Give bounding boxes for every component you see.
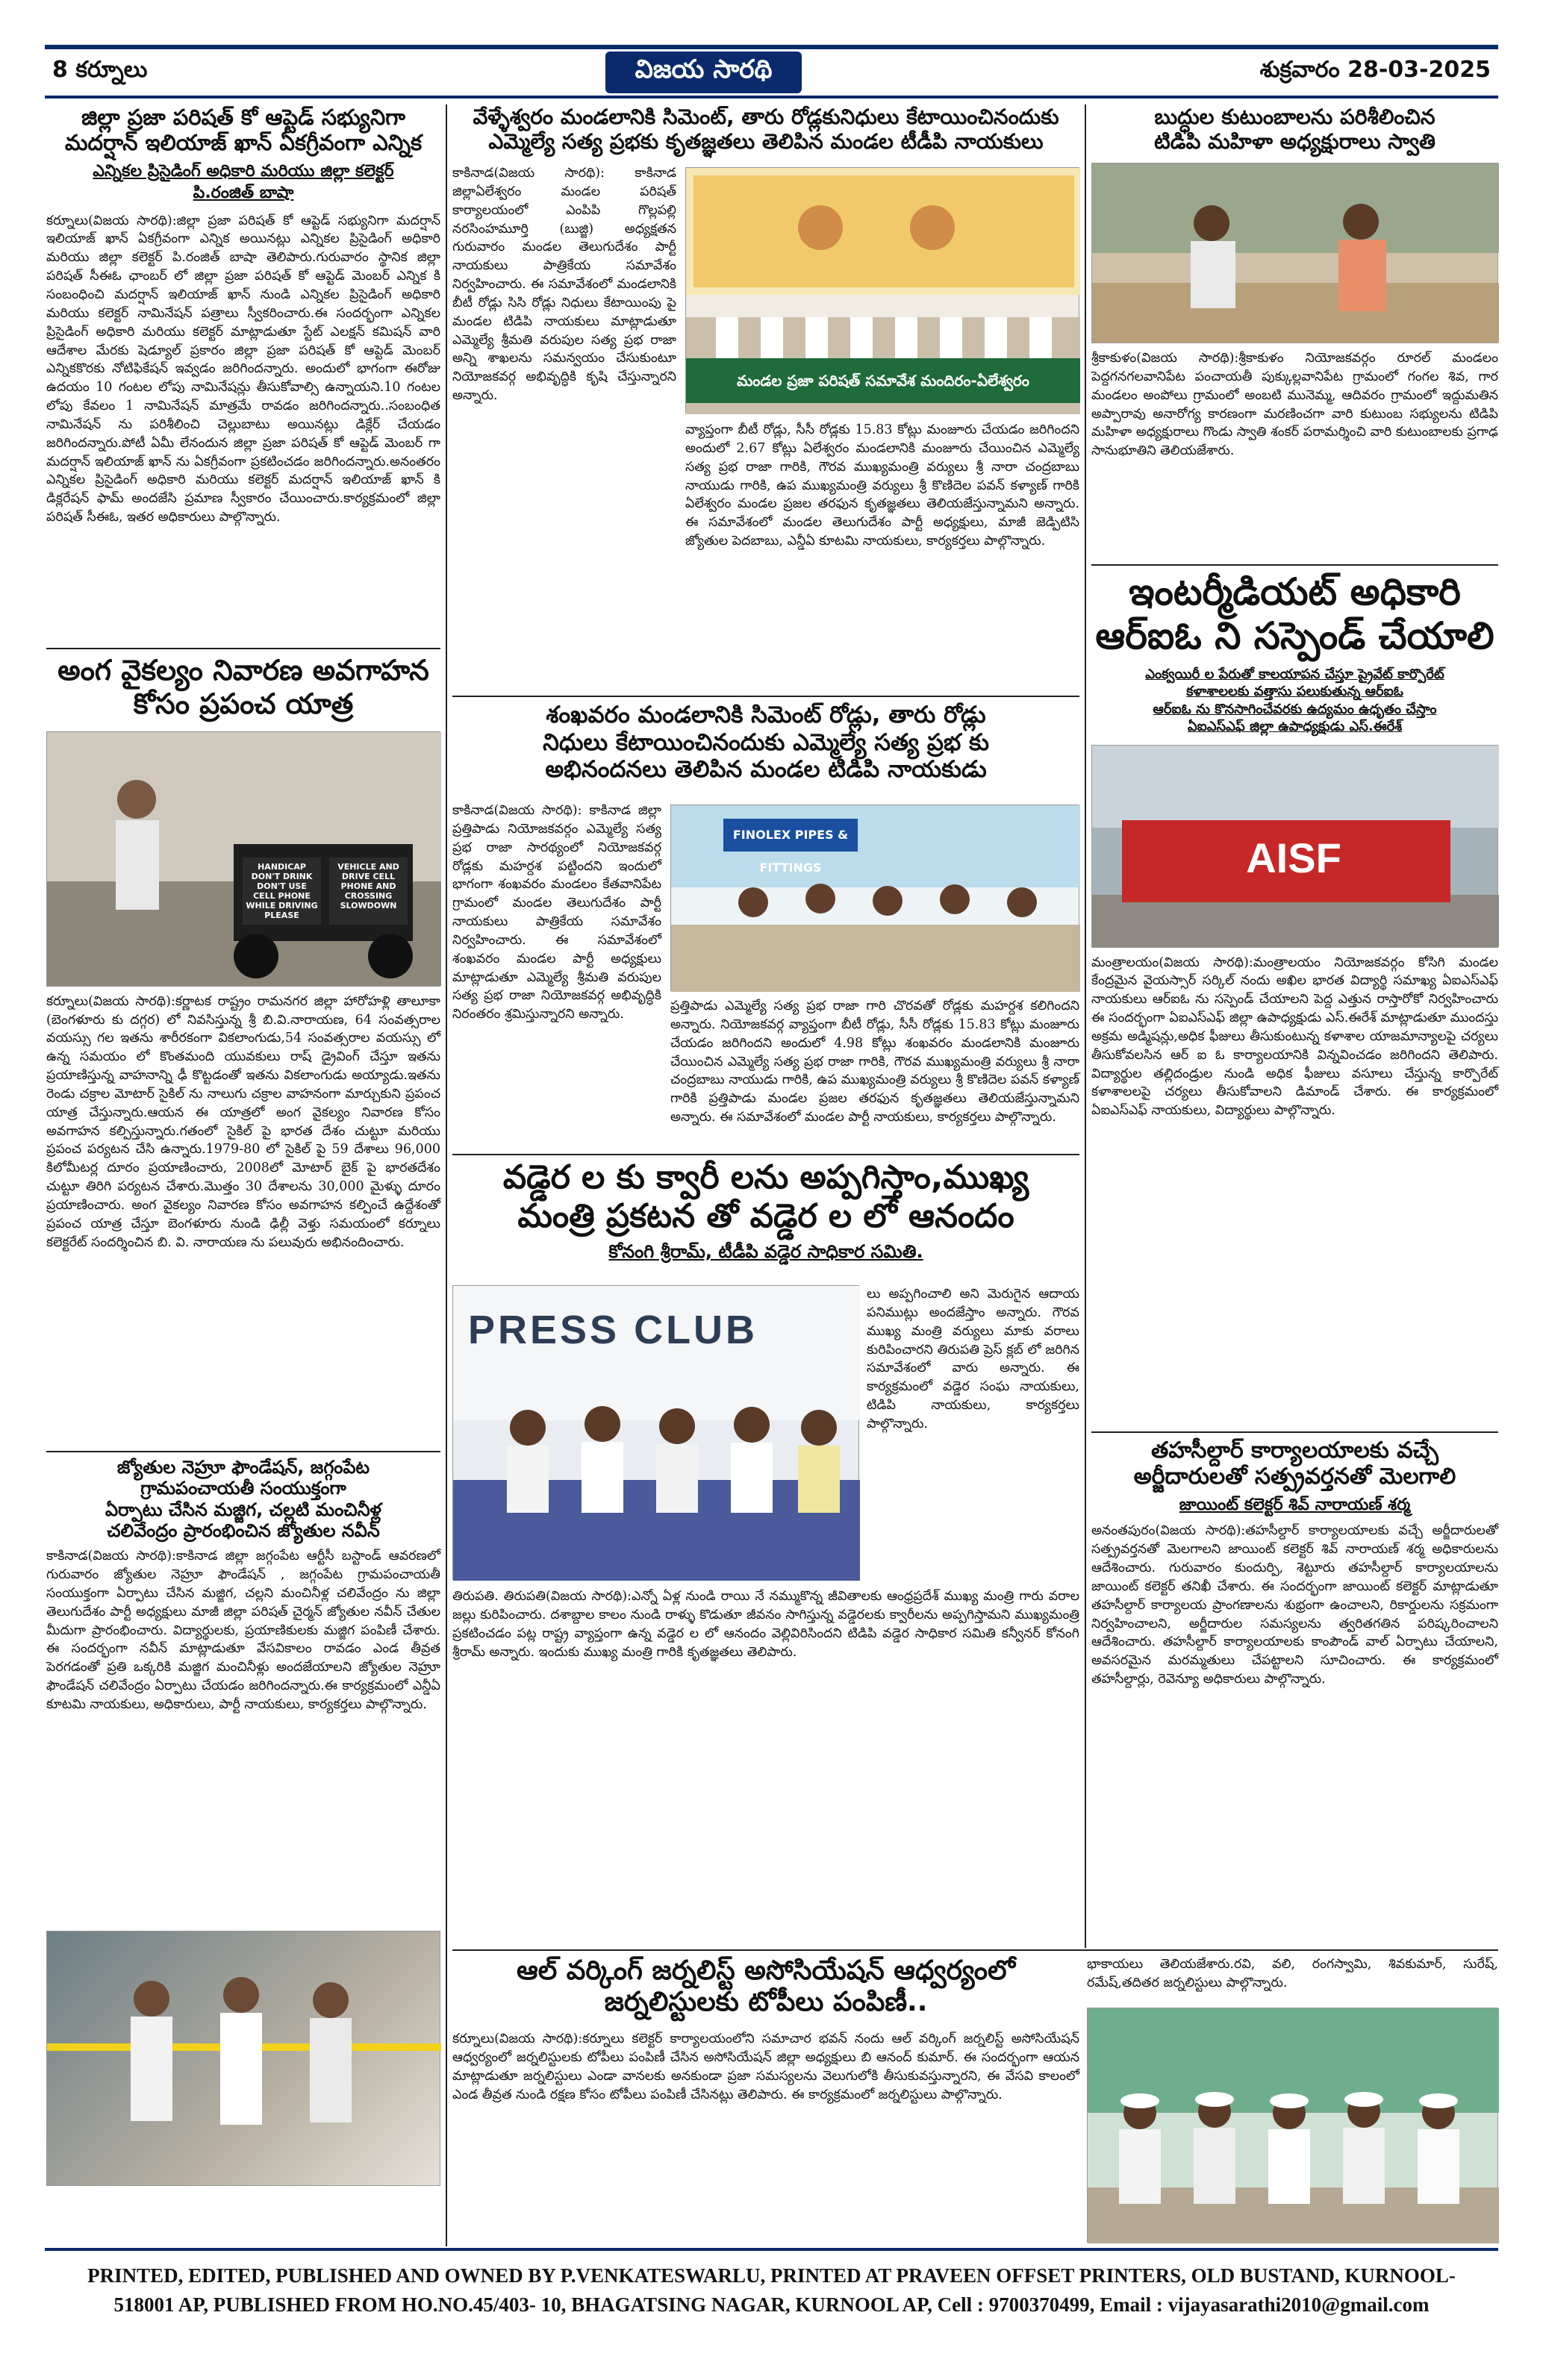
article-buddula-families (1091, 104, 1498, 560)
press-club-sign: PRESS CLUB (468, 1308, 758, 1352)
article-body: కర్నూలు(విజయ సారథి):కర్నూలు కలెక్టర్ కార్యాలయంలోని సమాచార భవన్ నందు ఆల్ వర్కింగ్ జర్నలిస్ట్ అసోసియేషన్ ఆధ్వర్యంలో జర్నలిస్టులకు టోపీలు పంపిణీ చేసిన అసోసియేషన్ జిల్లా అధ్యక్షులు బి ఆనంద్ కుమార్. ఈ సందర్భంగా ఆయన మాట్లాడుతూ జర్నలిస్టులు ఎండా వానలకు అనకుండా ప్రజా సమస్యలను వెలుగులోకి తీసుకువస్తున్నారని, ఈ వేసవి కాలంలో ఎండ తీవ్రత నుండి రక్షణ కోసం టోపీలు పంపిణీ చేసినట్లు తెలిపారు. ఈ కార్యక్రమంలో జర్నలిస్టులు పాల్గొన్నారు. (452, 2031, 1079, 2102)
photo-aisf-protest (1091, 745, 1498, 948)
article-zp-election (46, 104, 440, 649)
article-body: కర్నూలు(విజయ సారథి):జిల్లా ప్రజా పరిషత్ కో ఆప్టెడ్ సభ్యునిగా మదర్షాన్ ఇలియాజ్ ఖాన్ ఏకగ్రీవంగా ఎన్నిక అయినట్లు ఎన్నికల ప్రిసైడింగ్ అధికారి మరియు జిల్లా కలెక్టర్ పి.రంజిత్ బాషా తెలిపారు.గురువారం స్థానిక జిల్లా పరిషత్ సీఈఓ ఛాంబర్ లో జిల్లా ప్రజా పరిషత్ కో ఆప్టెడ్ మెంబర్ ఎన్నిక కి సంబంధించి మదర్షాన్ ఇలియాజ్ ఖాన్ నుండి ఎన్నికల ప్రిసైడింగ్ అధికారి మరియు కలెక్టర్ నామినేషన్ పత్రాలు స్వీకరించారు.ఈ సందర్భంగా ఎన్నికల ప్రిసైడింగ్ అధికారి మరియు కలెక్టర్ మాట్లాడుతూ స్టేట్ ఎలక్షన్ కమిషన్ వారి ఆదేశాల మేరకు షెడ్యూల్ ప్రకారం జిల్లా ప్రజా పరిషత్ కో ఆప్టెడ్ మెంబర్ ఎన్నికకొరకు నోటిఫికేషన్ ఇవ్వడం జరిగిందన్నారు. అందులో భాగంగా ఈరోజు ఉదయం 10 గంటల లోపు నామినేషన్లు తీసుకోవాల్సి ఉన్నాయని.10 గంటల లోపు కేవలం 1 నామినేషన్ మాత్రమే రావడం జరిగిందన్నారు..సంబంధిత నామినేషన్ ను పరిశీలించి చెల్లుబాటు అయినట్లు డిక్లేర్ చేయడం జరిగిందన్నారు.పోటీ ఏమీ లేనందున జిల్లా ప్రజా పరిషత్ కో ఆప్టెడ్ మెంబర్ గా మదర్షాన్ ఇలియాజ్ ఖాన్ ను ఏకగ్రీవంగా ప్రకటించడం జరిగిందన్నారు.అనంతరం ఎన్నికల ప్రిసైడింగ్ అధికారి మరియు కలెక్టర్ మదర్షాన్ ఇలియాజ్ ఖాన్ కి డిక్లరేషన్ ఫామ్ అందజేసి ప్రమాణ స్వీకారం చేయించారు.కార్యక్రమంలో జిల్లా పరిషత్ సీఈఓ, ఇతర అధికారులు పాల్గొన్నారు. (46, 213, 440, 525)
article-journalists-caps (452, 1955, 1498, 2246)
photo-press-meet (685, 167, 1079, 413)
headline: ఇంటర్మీడియట్ అధికారి (1129, 570, 1461, 613)
headline: జర్నలిస్టులకు టోపీలు పంపిణీ.. (604, 1987, 928, 2018)
photo-family-visit (1091, 163, 1498, 343)
article-body: శ్రీకాకుళం(విజయ సారథి):శ్రీకాకుళం నియోజకవర్గం రూరల్ మండలం పెద్దగనగలవానిపేట పంచాయతీ పుక్కుల్లవానిపేట గ్రామంలో గంగల శివ, గార మండలం అంపోలు గ్రామంలో అంబటి మునెమ్మ, ఆదివరం గ్రామంలో ఇద్దుమతిన అప్పారావు అనారోగ్య కారణంగా మరణించగా వారి కుటుంబ సభ్యులను టిడిపి మహిళా అధ్యక్షురాలు గొండు స్వాతి శంకర్ పరామర్శించి వారి కుటుంబాలకు ప్రగాఢ సానుభూతిని తెలియజేశారు. (1091, 351, 1498, 459)
headline: గ్రామపంచాయతీ సంయుక్తంగా (140, 1478, 346, 1499)
column-rule-left (446, 104, 447, 2246)
article-jyothula-foundation (46, 1457, 440, 2240)
article-disability-awareness (46, 654, 440, 1445)
headline: అభినందనలు తెలిపిన మండల టిడిపి నాయకుడు (545, 756, 987, 784)
subhead: పి.రంజిత్ బాషా (193, 184, 294, 203)
article-body: కాకినాడ(విజయ సారథి):కాకినాడ జిల్లా జగ్గంపేట ఆర్టీసీ బస్టాండ్ ఆవరణలో గురువారం జ్యోతుల నెహ్రూ ఫౌండేషన్ , జగ్గంపేట గ్రామపంచాయతీ సంయుక్తంగా ఏర్పాటు చేసిన మజ్జిగ, చల్లని మంచినీళ్ల చలివేంద్రం ను జిల్లా తెలుగుదేశం పార్టీ అధ్యక్షులు మాజీ జిల్లా పరిషత్ చైర్మన్ జ్యోతుల నవీన్ చేతుల మీదుగా ప్రారంభించారు. విద్యార్థులకు, ప్రయాణికులకు మజ్జిగ పంపిణీ చేశారు. ఈ సందర్భంగా నవీన్ మాట్లాడుతూ వేసవికాలం రావడం ఎండ తీవ్రత పెరగడంతో ప్రతి ఒక్కరికి మజ్జిగ మంచినీళ్లు అందజేయాలని జ్యోతుల నెహ్రూ ఫౌండేషన్ చలివేంద్రం ఏర్పాటు చేయడం జరిగిందన్నారు.ఈ కార్యక్రమంలో ఎన్డీఏ కూటమి నాయకులు, అధికారులు, పార్టీ నాయకులు, కార్యకర్తలు పాల్గొన్నారు. (46, 1549, 440, 1712)
photo-illustration (1088, 2008, 1499, 2243)
headline: బుద్ధుల కుటుంబాలను పరిశీలించిన (1154, 104, 1436, 129)
article-vaddera-quarries (452, 1158, 1079, 1946)
subhead: ఏఐఎస్ఎఫ్ జిల్లా ఉపాధ్యక్షుడు ఎస్.ఈరేశ్ (1187, 719, 1403, 735)
photo-illustration (47, 1931, 441, 2185)
imprint-footer (45, 2248, 1498, 2337)
headline: ఏర్పాటు చేసిన మజ్జిగ, చల్లటి మంచినీళ్ల (105, 1499, 382, 1520)
headline: కోసం ప్రపంచ యాత్ర (133, 687, 354, 720)
headline: చలివేంద్రం ప్రారంభించిన జ్యోతుల నవీన్ (107, 1519, 380, 1541)
subhead: ఎన్నికల ప్రిసైడింగ్ అధికారి మరియు జిల్లా కలెక్టర్ (93, 162, 394, 181)
headline: ఎమ్మెల్యే సత్య ప్రభకు కృతజ్ఞతలు తెలిపిన మండల టీడీపి నాయకులు (488, 129, 1044, 154)
photo-caps-distribution (1087, 2008, 1498, 2243)
divider (452, 1949, 1498, 1951)
article-body: తిరుపతి. తిరుపతి(విజయ సారథి):ఎన్నో ఏళ్ల నుండి రాయి నే నమ్ముకొన్న జీవితాలకు ఆంధ్రప్రదేశ్ ముఖ్య మంత్రి గారు వరాల జల్లు కురిపించారు. దశాబ్దాల కాలం నుండి రాళ్ళు కొడుతూ జీవనం సాగిస్తున్న వడ్డెరలకు క్వారీలను అప్పగిస్తామని ముఖ్యమంత్రి ప్రకటించడం పట్ల రాష్ట్ర వ్యాప్తంగా ఉన్న వడ్డెర ల లో ఆనందం వెల్లివిరిసిందని టిడిపి వడ్డెర సాధికార సమితి కన్వీనర్ కోనంగి శ్రీరామ్ అన్నారు. ఇందుకు ముఖ్య మంత్రి గారికి కృతజ్ఞతలు తెలిపారు. (452, 1589, 1079, 1660)
page-label: 8 కర్నూలు (52, 57, 148, 83)
headline: మదర్షాన్ ఇలియాజ్ ఖాన్ ఏకగ్రీవంగా ఎన్నిక (64, 130, 423, 156)
imprint-line: PRINTED, EDITED, PUBLISHED AND OWNED BY P.VENKATESWARLU, PRINTED AT PRAVEEN OFFSET PRINTERS, OLD BUSTAND, KURNOOL- (87, 2264, 1456, 2287)
photo-press-club (452, 1285, 859, 1580)
photo-world-tour (46, 731, 440, 987)
photo-sankhavaram-meet (670, 805, 1079, 991)
headline: శంఖవరం మండలానికి సిమెంట్ రోడ్లు, తారు రోడ్లు (546, 702, 986, 728)
divider (1091, 564, 1498, 566)
divider (452, 1154, 1079, 1155)
issue-date: శుక్రవారం 28-03-2025 (1259, 57, 1491, 83)
headline: వేళ్ళేశ్వరం మండలానికి సిమెంట్, తారు రోడ్లకునిధులు కేటాయించినందుకు (473, 104, 1059, 129)
article-body: ప్రత్తిపాడు ఎమ్మెల్యే సత్య ప్రభ రాజా గారి చొరవతో రోడ్లకు మహర్దశ కలిగిందని అన్నారు. నియోజకవర్గ వ్యాప్తంగా బీటీ రోడ్లు, సీసీ రోడ్లకు 15.83 కోట్లు మంజూరు చేయడం జరిగిందని అందులో 4.98 కోట్లు శంఖవరం మండలానికి మంజూరు చేయించిన ఎమ్మెల్యే సత్య ప్రభ రాజా గారికి, గౌరవ ముఖ్యమంత్రి వర్యులు శ్రీ నారా చంద్రబాబు నాయుడు గారికి, ఉప ముఖ్యమంత్రి వర్యులు శ్రీ కొణిదెల పవన్ కళ్యాణ్ గారికి ప్రత్తిపాడు మండల ప్రజల తరఫున కృతజ్ఞతలు తెలియజేస్తున్నామని అన్నారు. ఈ సమావేశంలో మండల పార్టీ నాయకులు, కార్యకర్తలు పాల్గొన్నారు. (670, 999, 1079, 1125)
divider (46, 648, 440, 649)
headline: తహసీల్దార్ కార్యాలయాలకు వచ్చే (1151, 1437, 1438, 1464)
article-venkatapuram-roads (452, 104, 1079, 694)
finolex-banner: FINOLEX PIPES & FITTINGS (723, 819, 858, 852)
masthead (45, 45, 1498, 99)
article-body: కాకినాడ(విజయ సారథి): కాకినాడ జిల్లా ప్రత్తిపాడు నియోజకవర్గం ఎమ్మెల్యే సత్య ప్రభ రాజా సారథ్యంలో నియోజకవర్గ రోడ్లకు మహర్దశ పట్టిందని ఇందులో భాగంగా శంఖవరం మండలం కేతవానిపేట గ్రామంలో మండల తెలుగుదేశం పార్టీ నాయకులు పాత్రికేయ సమావేశం నిర్వహించారు. ఈ సమావేశంలో శంఖవరం మండల పార్టీ అధ్యక్షులు మాట్లాడుతూ ఎమ్మెల్యే శ్రీమతి వరుపుల సత్య ప్రభ రాజా నియోజకవర్గ అభివృద్ధికి నిరంతరం శ్రమిస్తున్నారని అన్నారు. (452, 803, 661, 1022)
article-body: కాకినాడ(విజయ సారథి): కాకినాడ జిల్లాఏలేశ్వరం మండల పరిషత్ కార్యాలయంలో ఎంపిపి గొల్లపల్లి నరసింహమూర్తి (బుజ్జి) అధ్యక్షతన గురువారం మండల తెలుగుదేశం పార్టీ నాయకులు పాత్రికేయ సమావేశం నిర్వహించారు. ఈ సమావేశంలో మండలానికి బీటీ రోడ్లు సిసి రోడ్లు నిధులు కేటాయింపు పై మండల టిడిపి నాయకులు మాట్లాడుతూ ఎమ్మెల్యే శ్రీమతి వరుపుల సత్య ప్రభ రాజా అన్ని శాఖలను సమన్వయం చేసుకుంటూ నియోజకవర్గ అభివృద్ధికి కృషి చేస్తున్నారని అన్నారు. (452, 166, 676, 404)
paper-name: విజయ సారథి (605, 51, 802, 93)
article-sankhavaram-roads (452, 702, 1079, 1149)
subhead: జాయింట్ కలెక్టర్ శివ్ నారాయణ్ శర్మ (1179, 1495, 1411, 1514)
hall-banner: మండల ప్రజా పరిషత్ సమావేశ మందిరం-ఏలేశ్వరం (686, 358, 1080, 403)
aisf-banner: AISF (1246, 834, 1341, 881)
article-tahsildar-offices (1091, 1437, 1498, 1945)
article-body: కర్నూలు(విజయ సారథి):కర్ణాటక రాష్ట్రం రామనగర జిల్లా హారోహళ్లి తాలూకా (బెంగళూరు కు దగ్గర) లో నివసిస్తున్న శ్రీ బి.వి.నారాయణ, 64 సంవత్సరాల వయస్సు గల ఇతను శారీరకంగా వికలాంగుడు,54 సంవత్సరాల వయస్సు లో ఉన్న సమయం లో కొంతమంది యువకులు రాష్ డ్రైవింగ్ చేస్తూ ఇతను ప్రయాణిస్తున్న వాహనాన్ని ఢీ కొట్టడంతో ఇతను వికలాంగుడు అయ్యాడు.ఇతను రెండు చక్రాల మోటార్ సైకిల్ ను నాలుగు చక్రాల వాహనంగా మార్చుకుని ప్రపంచ యాత్ర చేస్తున్నారు.ఆయన ఈ యాత్రలో అంగ వైకల్యం నివారణ కోసం అవగాహన కల్పిస్తున్నారు.గతంలో సైకిల్ పై భారత దేశం చుట్టూ మరియు ప్రపంచ పర్యటన చేసి ఉన్నారు.1979-80 లో సైకిల్ పై 59 దేశాలు 96,000 కిలోమీటర్ల దూరం ప్రయాణించారు, 2008లో మోటార్ బైక్ పై భారతదేశం చుట్టూ తిరిగి పర్యటన చేశారు.మొత్తం 30 దేశాలను 30,000 మైళ్ళు దూరం ప్రయాణించారు. అంగ వైకల్యం నివారణ కోసం అవగాహన కల్పించే ఉద్దేశంతో ప్రపంచ యాత్ర చేస్తూ బెంగళూరు నుండి ఢిల్లీ వెళ్తు సమయంలో కర్నూలు కలెక్టరేట్ సందర్శించిన బి. వి. నారాయణ ను పలువురు అభినందించారు. (46, 993, 440, 1250)
article-inter-officer (1091, 570, 1498, 1428)
headline: అంగ వైకల్యం నివారణ అవగాహన (57, 654, 429, 687)
column-rule-right (1085, 104, 1086, 1948)
subhead: ఆర్ఐఓ ను కొనసాగించేవరకు ఉద్యమం ఉధృతం చేస్తాం (1153, 701, 1437, 717)
subhead: ఎంక్వయిరీ ల పేరుతో కాలయాపన చేస్తూ ప్రైవేట్ కార్పొరేట్ (1145, 666, 1444, 682)
headline: వడ్డెర ల కు క్వారీ లను అప్పగిస్తాం,ముఖ్య (502, 1158, 1029, 1196)
imprint-line: 518001 AP, PUBLISHED FROM HO.NO.45/403- 10, BHAGATSING NAGAR, KURNOOL AP, Cell : 9700370499, Email : vijayasarathi2010@gmail.com (113, 2293, 1430, 2317)
divider (1091, 1431, 1498, 1433)
sign-right: VEHICLE AND DRIVE CELL PHONE AND CROSSING SLOWDOWN (329, 858, 408, 925)
photo-inauguration (46, 1931, 440, 2186)
headline: ఆల్ వర్కింగ్ జర్నలిస్ట్ అసోసియేషన్ ఆధ్వర్యంలో (516, 1955, 1015, 1986)
subhead: కళాశాలలకు వత్తాసు పలుకుతున్న ఆర్ఐఓ (1186, 684, 1403, 700)
article-body: అనంతపురం(విజయ సారథి):తహసీల్దార్ కార్యాలయాలకు వచ్చే అర్జీదారులతో సత్ప్రవర్తనతో మెలగాలని జాయింట్ కలెక్టర్ శివ్ నారాయణ్ శర్మ అధికారులను ఆదేశించారు. గురువారం కుందుర్పి, శెట్టూరు తహసీల్దార్ కార్యాలయాలను జాయింట్ కలెక్టర్ తనిఖీ చేశారు. ఈ సందర్భంగా జాయింట్ కలెక్టర్ మాట్లాడుతూ తహసీల్దార్ కార్యాలయ ప్రాంగణాలను శుభ్రంగా ఉంచాలని, రికార్డులను సక్రమంగా నిర్వహించాలని, అర్జీదారుల సమస్యలను త్వరితగతిన పరిష్కరించాలని ఆదేశించారు. తహసీల్దార్ కార్యాలయాలకు కాంపౌండ్ వాల్ ఏర్పాటు చేయాలని, అవసరమైన మరమ్మతులు చేపట్టాలని సూచించారు. ఈ కార్యక్రమంలో తహసీల్దార్లు, రెవెన్యూ అధికారులు పాల్గొన్నారు. (1091, 1523, 1498, 1687)
divider (46, 1451, 440, 1452)
sign-left: HANDICAP DON'T DRINK DON'T USE CELL PHONE WHILE DRIVING PLEASE (243, 858, 321, 925)
headline: ఆర్ఐఓ ని సస్పెండ్ చేయాలి (1095, 614, 1494, 658)
divider (452, 696, 1079, 697)
headline: జిల్లా ప్రజా పరిషత్ కో ఆప్టెడ్ సభ్యునిగా (81, 104, 405, 130)
article-body: లు అప్పగించాలి అని మెరుగైన ఆదాయ పనిముట్లు అందజేస్తాం అన్నారు. గౌరవ ముఖ్య మంత్రి వర్యులు మాకు వరాలు కురిపించారని తిరుపతి ప్రెస్ క్లబ్ లో జరిగిన సమావేశంలో వారు అన్నారు. ఈ కార్యక్రమంలో వడ్డెర సంఘ నాయకులు, టిడిపి నాయకులు, కార్యకర్తలు పాల్గొన్నారు. (867, 1287, 1079, 1431)
headline: అర్జీదారులతో సత్ప్రవర్తనతో మెలగాలి (1133, 1464, 1456, 1490)
headline: మంత్రి ప్రకటన తో వడ్డెర ల లో ఆనందం (517, 1196, 1014, 1235)
article-body-tail: భాకాయలు తెలియజేశారు.రవి, వలి, రంగస్వామి, శివకుమార్, సురేష్, రమేష్,తదితర జర్నలిస్టులు పాల్గొన్నారు. (1087, 1957, 1498, 1990)
article-body: మంత్రాలయం(విజయ సారథి):మంత్రాలయం నియోజకవర్గం కోసిగి మండల కేంద్రమైన వైయస్సార్ సర్కిల్ నందు అఖిల భారత విద్యార్థి సమాఖ్య ఏఐఎస్ఎఫ్ నాయకులు ఆర్ఐఓ ను సస్పెండ్ చేయాలని పెద్ద ఎత్తున రాస్తారోకో నిర్వహించారు ఈ సందర్భంగా ఏఐఎస్ఎఫ్ జిల్లా ఉపాధ్యక్షుడు ఎస్.ఈరేశ్ మాట్లాడుతూ ముందస్తు అక్రమ అడ్మిషన్లు,అధిక ఫీజులు తీసుకుంటున్న కళాశాల యాజమాన్యాలపై చర్యలు తీసుకోవలసిన ఆర్ ఐ ఓ కార్యాలయానికి విన్నవించడం జరిగిందని తెలిపారు. విద్యార్థుల తల్లిదండ్రుల నుండి అధిక ఫీజులు వసూలు చేస్తున్న కార్పొరేట్ కళాశాలలపై చర్యలు తీసుకోవాలని డిమాండ్ చేశారు. ఈ కార్యక్రమంలో ఏఐఎస్ఎఫ్ నాయకులు, విద్యార్థులు పాల్గొన్నారు. (1091, 955, 1498, 1119)
headline: టిడిపి మహిళా అధ్యక్షురాలు స్వాతి (1154, 129, 1436, 154)
headline: నిధులు కేటాయించినందుకు ఎమ్మెల్యే సత్య ప్రభ కు (543, 728, 989, 756)
subhead: కోనంగి శ్రీరామ్, టీడీపి వడ్డెర సాధికార సమితి. (608, 1240, 923, 1262)
photo-illustration (1092, 163, 1499, 343)
headline: జ్యోతుల నెహ్రూ ఫౌండేషన్, జగ్గంపేట (116, 1457, 370, 1478)
article-body: వ్యాప్తంగా బీటీ రోడ్లు, సీసీ రోడ్లకు 15.83 కోట్లు మంజూరు చేయడం జరిగిందని అందులో 2.67 కోట్లు ఏలేశ్వరం మండలానికి మంజూరు చేయించిన ఎమ్మెల్యే సత్య ప్రభ రాజా గారికి, గౌరవ ముఖ్యమంత్రి వర్యులు శ్రీ నారా చంద్రబాబు నాయుడు గారికి, ఉప ముఖ్యమంత్రి వర్యులు శ్రీ కొణిదెల పవన్ కళ్యాణ్ గారికి ఏలేశ్వరం మండల ప్రజల తరఫున కృతజ్ఞతలు తెలియజేస్తున్నామని అన్నారు. ఈ సమావేశంలో మండల తెలుగుదేశం పార్టీ అధ్యక్షులు, మాజీ జెడ్పిటిసి జ్యోతుల పెదబాబు, ఎన్డీఏ కూటమి నాయకులు, కార్యకర్తలు పాల్గొన్నారు. (685, 422, 1079, 549)
